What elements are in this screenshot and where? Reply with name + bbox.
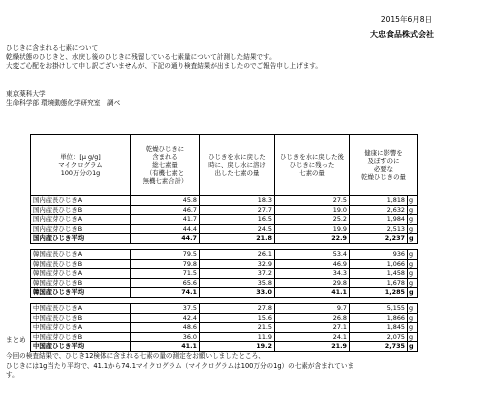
- cell-dissolved: 32.9: [200, 259, 275, 269]
- cell-remaining: 24.1: [275, 332, 350, 342]
- cell-dissolved: 21.5: [200, 323, 275, 333]
- lab-university: 東京薬科大学: [6, 90, 46, 98]
- cell-needed: 2,513: [350, 224, 408, 234]
- cell-dissolved: 37.2: [200, 269, 275, 279]
- table-row: [31, 249, 418, 259]
- cell-total: 42.4: [131, 313, 200, 323]
- cell-remaining: 25.2: [275, 215, 350, 225]
- table-average-row: [31, 234, 418, 244]
- cell-unit: g: [408, 288, 418, 298]
- cell-remaining: 27.5: [275, 196, 350, 206]
- cell-remaining: 22.9: [275, 234, 350, 244]
- cell-needed: 1,458: [350, 269, 408, 279]
- cell-total: 79.5: [131, 249, 200, 259]
- cell-total: 44.4: [131, 224, 200, 234]
- cell-needed: 1,285: [350, 288, 408, 298]
- cell-dissolved: 24.5: [200, 224, 275, 234]
- cell-remaining: 46.9: [275, 259, 350, 269]
- cell-label: 国内産芽ひじきA: [31, 215, 131, 225]
- intro-line-1: 乾燥状態のひじきと、水戻し後のひじきに残留している七素量について計測した結果です。: [6, 53, 276, 61]
- cell-label: 国内産ひじき平均: [31, 234, 131, 244]
- cell-label: 中国産ひじき平均: [31, 342, 131, 352]
- table-row: [31, 313, 418, 323]
- summary-line: ひじきには1g当たり平均で、41.1から74.1マイクログラム（マイクログラムは100万分の1g）の七素が含まれていま: [6, 361, 355, 370]
- cell-unit: g: [408, 205, 418, 215]
- cell-total: 65.6: [131, 278, 200, 288]
- cell-remaining: 53.4: [275, 249, 350, 259]
- cell-needed: 2,632: [350, 205, 408, 215]
- summary-line: 今回の検査結果で、ひじき12検体に含まれる七素の量の測定をお願いしましたところ、: [6, 352, 265, 360]
- cell-needed: 1,678: [350, 278, 408, 288]
- cell-needed: 2,075: [350, 332, 408, 342]
- cell-unit: g: [408, 332, 418, 342]
- header-dissolved-arsenic: ひじきを水に戻した 時に、戻し水に溶け 出した七素の量: [200, 135, 275, 196]
- cell-unit: g: [408, 313, 418, 323]
- table-row: [31, 303, 418, 313]
- cell-unit: g: [408, 215, 418, 225]
- cell-label: 中国産長ひじきB: [31, 313, 131, 323]
- cell-dissolved: 11.9: [200, 332, 275, 342]
- cell-label: 中国産芽ひじきB: [31, 332, 131, 342]
- cell-total: 48.6: [131, 323, 200, 333]
- cell-remaining: 19.9: [275, 224, 350, 234]
- cell-total: 41.7: [131, 215, 200, 225]
- cell-total: 46.7: [131, 205, 200, 215]
- table-row: [31, 215, 418, 225]
- cell-dissolved: 33.0: [200, 288, 275, 298]
- cell-remaining: 41.1: [275, 288, 350, 298]
- summary-text: [6, 352, 354, 381]
- cell-dissolved: 18.3: [200, 196, 275, 206]
- cell-needed: 2,237: [350, 234, 408, 244]
- cell-dissolved: 27.8: [200, 303, 275, 313]
- header-needed-amount: 健康に影響を 及ぼすのに 必要な 乾燥ひじきの量: [350, 135, 418, 196]
- cell-total: 37.5: [131, 303, 200, 313]
- table-row: [31, 269, 418, 279]
- cell-dissolved: 35.8: [200, 278, 275, 288]
- cell-unit: g: [408, 259, 418, 269]
- cell-total: 41.1: [131, 342, 200, 352]
- cell-needed: 1,066: [350, 259, 408, 269]
- cell-dissolved: 16.5: [200, 215, 275, 225]
- table-average-row: [31, 288, 418, 298]
- cell-unit: g: [408, 323, 418, 333]
- cell-remaining: 27.1: [275, 323, 350, 333]
- table-row: [31, 323, 418, 333]
- cell-unit: g: [408, 278, 418, 288]
- cell-label: 韓国産芽ひじきA: [31, 269, 131, 279]
- cell-label: 中国産芽ひじきA: [31, 323, 131, 333]
- cell-unit: g: [408, 234, 418, 244]
- header-remaining-arsenic: ひじきを水に戻した後 ひじきに残った 七素の量: [275, 135, 350, 196]
- cell-needed: 1,845: [350, 323, 408, 333]
- cell-needed: 936: [350, 249, 408, 259]
- arsenic-results-table: [30, 134, 418, 352]
- cell-total: 44.7: [131, 234, 200, 244]
- cell-remaining: 9.7: [275, 303, 350, 313]
- lab-department: 生命科学部 環境動態化学研究室 調べ: [6, 99, 121, 107]
- header-unit: 単位：[μ g/g] マイクログラム 100万分の1g: [31, 135, 131, 196]
- header-total-arsenic: 乾燥ひじきに 含まれる 総七素量 （有機七素と 無機七素合計）: [131, 135, 200, 196]
- cell-total: 45.8: [131, 196, 200, 206]
- table-header-row: [31, 135, 418, 196]
- table-row: [31, 205, 418, 215]
- cell-unit: g: [408, 249, 418, 259]
- cell-needed: 1,984: [350, 215, 408, 225]
- cell-label: 韓国産長ひじきB: [31, 259, 131, 269]
- cell-unit: g: [408, 303, 418, 313]
- cell-label: 韓国産芽ひじきB: [31, 278, 131, 288]
- doc-title: ひじきに含まれる七素について: [6, 44, 99, 52]
- cell-label: 中国産長ひじきA: [31, 303, 131, 313]
- cell-needed: 1,818: [350, 196, 408, 206]
- table-row: [31, 332, 418, 342]
- table-row: [31, 259, 418, 269]
- cell-remaining: 26.8: [275, 313, 350, 323]
- cell-remaining: 19.0: [275, 205, 350, 215]
- table-average-row: [31, 342, 418, 352]
- cell-needed: 1,866: [350, 313, 408, 323]
- cell-dissolved: 21.8: [200, 234, 275, 244]
- cell-total: 36.0: [131, 332, 200, 342]
- cell-unit: g: [408, 269, 418, 279]
- cell-label: 国内産長ひじきB: [31, 205, 131, 215]
- cell-unit: g: [408, 196, 418, 206]
- document-date: 2015年6月8日: [380, 15, 432, 24]
- cell-remaining: 29.8: [275, 278, 350, 288]
- cell-total: 79.8: [131, 259, 200, 269]
- cell-remaining: 34.3: [275, 269, 350, 279]
- cell-label: 国内産芽ひじきB: [31, 224, 131, 234]
- cell-needed: 2,735: [350, 342, 408, 352]
- cell-dissolved: 15.6: [200, 313, 275, 323]
- cell-dissolved: 27.7: [200, 205, 275, 215]
- cell-needed: 5,155: [350, 303, 408, 313]
- summary-title: まとめ: [6, 336, 26, 344]
- cell-label: 韓国産ひじき平均: [31, 288, 131, 298]
- cell-unit: g: [408, 224, 418, 234]
- table-row: [31, 196, 418, 206]
- cell-label: 国内産長ひじきA: [31, 196, 131, 206]
- cell-dissolved: 19.2: [200, 342, 275, 352]
- cell-label: 韓国産長ひじきA: [31, 249, 131, 259]
- cell-total: 71.5: [131, 269, 200, 279]
- cell-remaining: 21.9: [275, 342, 350, 352]
- cell-unit: g: [408, 342, 418, 352]
- cell-dissolved: 26.1: [200, 249, 275, 259]
- summary-line: す。: [6, 371, 19, 379]
- cell-total: 74.1: [131, 288, 200, 298]
- intro-line-2: 大変ご心配をお掛けして申し訳ございませんが、下記の通り検査結果が出ましたのでご報告申し上げます。: [6, 62, 322, 70]
- company-name: 大忠食品株式会社: [370, 30, 434, 39]
- table-row: [31, 224, 418, 234]
- table-row: [31, 278, 418, 288]
